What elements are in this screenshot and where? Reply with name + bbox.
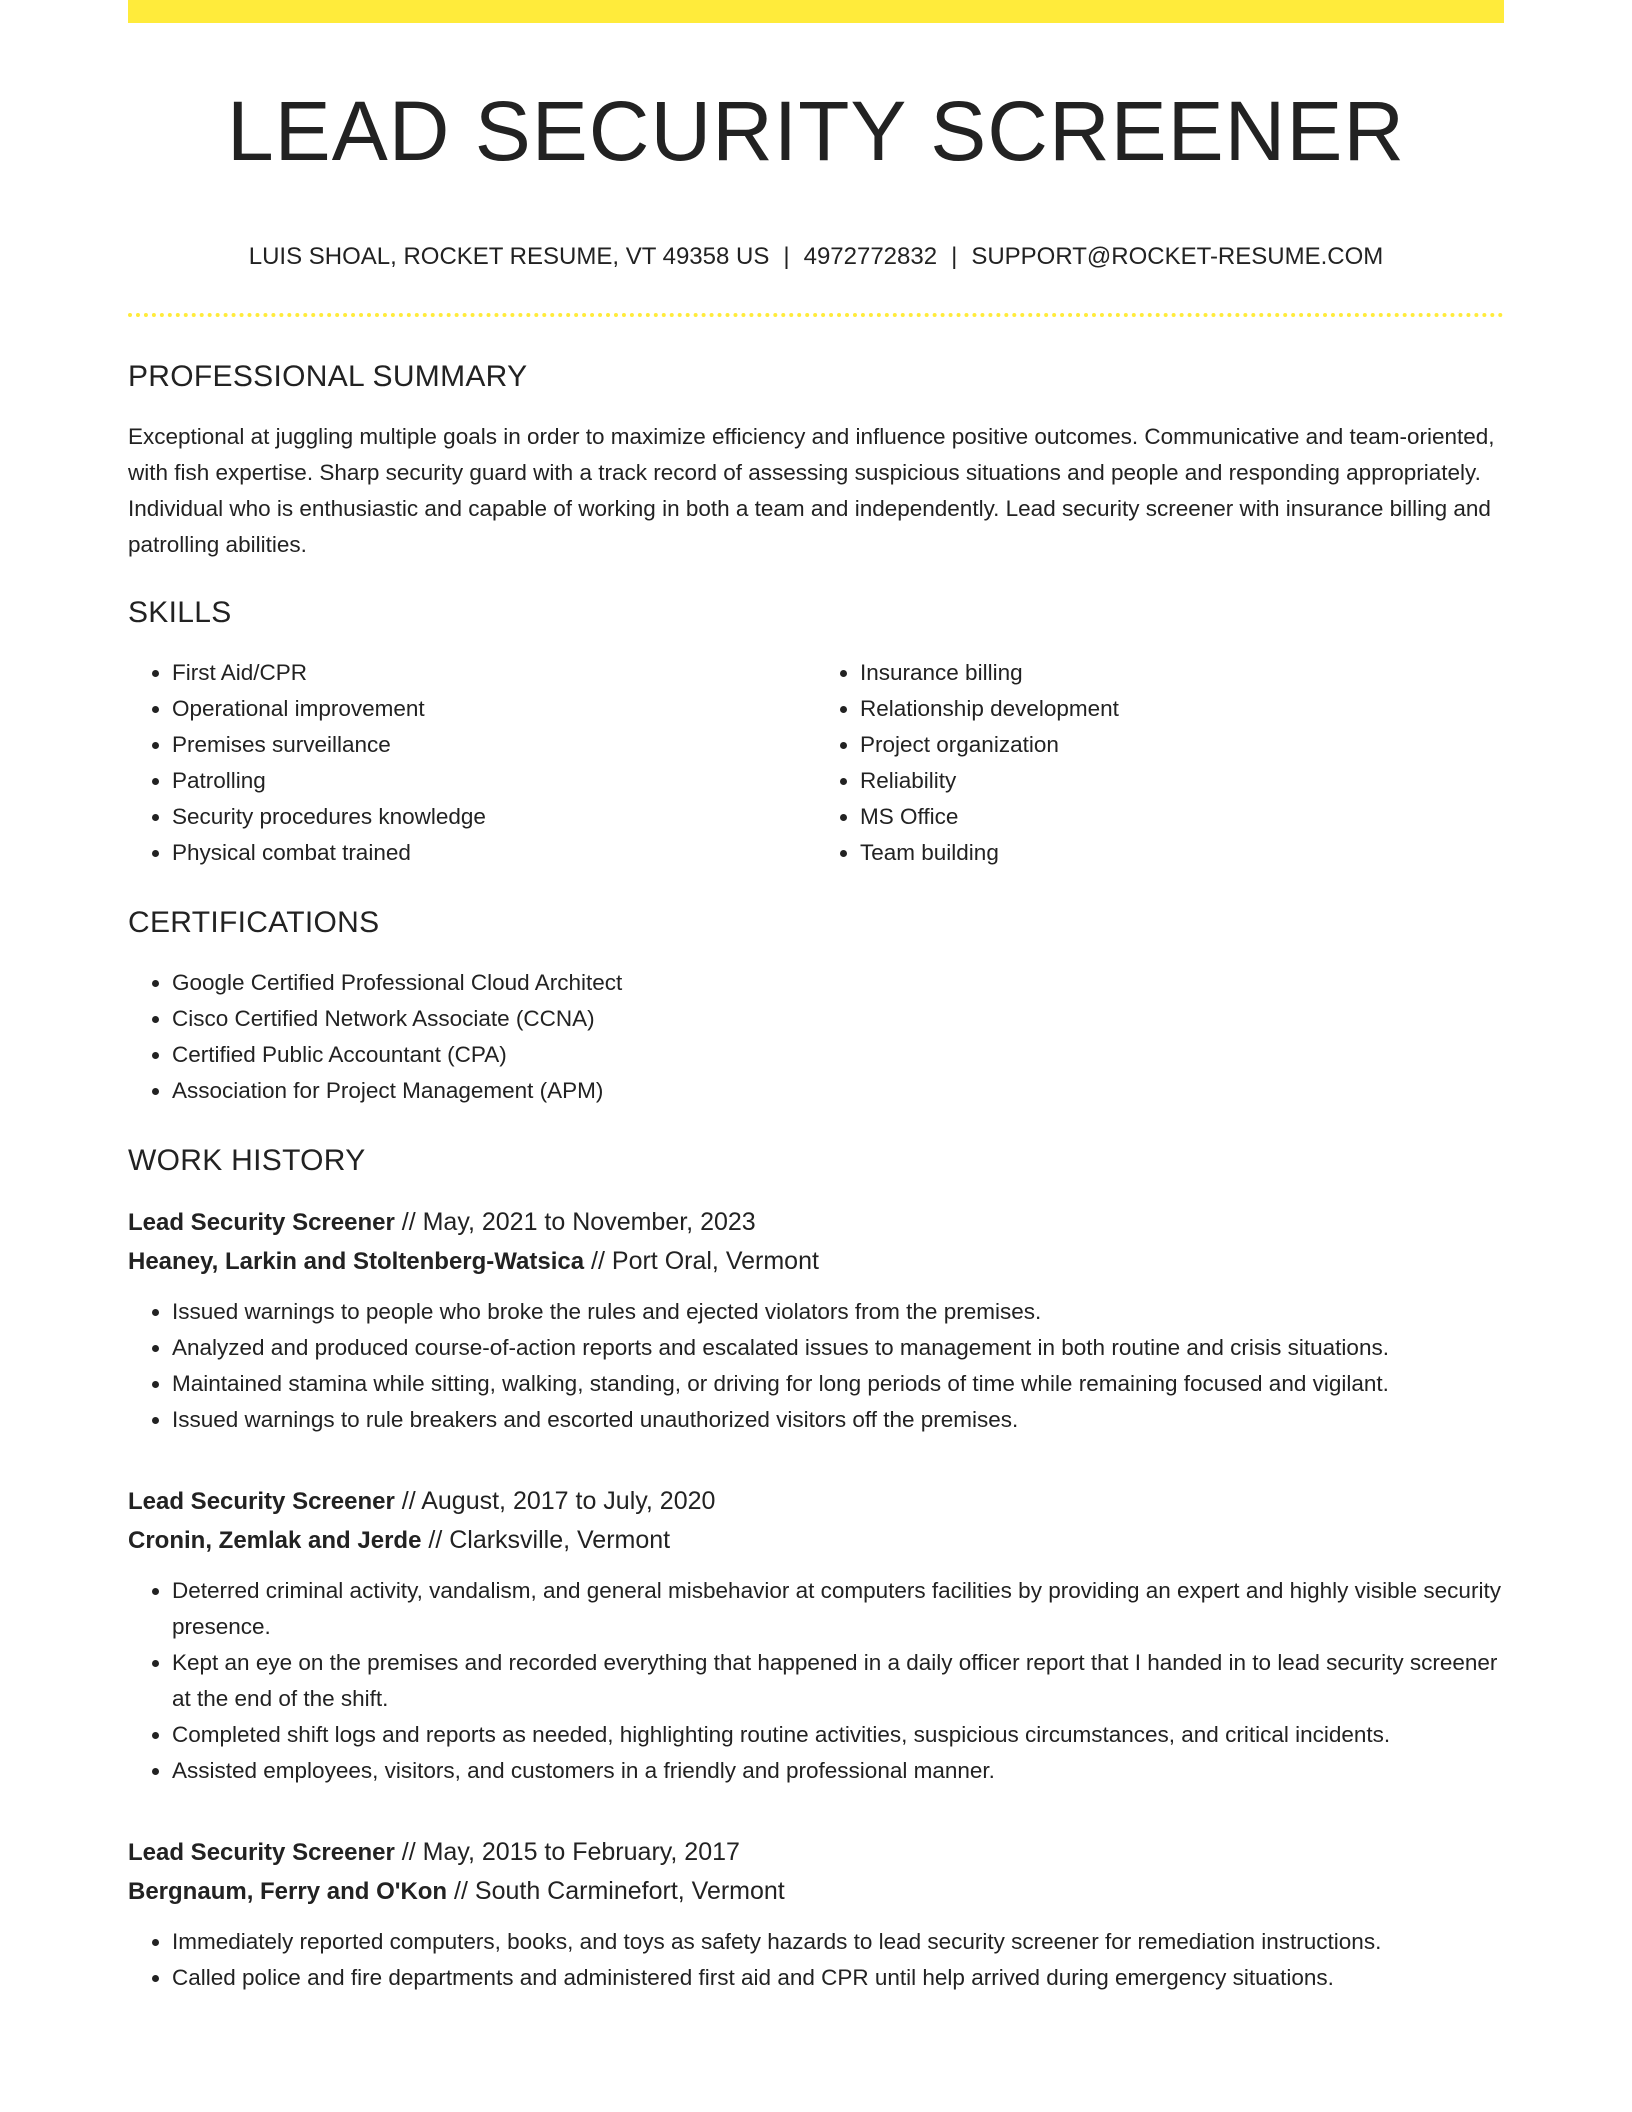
skills-list-right xyxy=(816,655,1504,871)
contact-separator: | xyxy=(783,243,790,271)
certification-item: • Cisco Certified Network Associate (CCNA) xyxy=(172,1001,1504,1037)
job-bullet: • Immediately reported computers, books, and toys as safety hazards to lead security screener for remediation instructions. xyxy=(172,1924,1504,1960)
job-separator: // xyxy=(421,1526,450,1555)
skills-heading: SKILLS xyxy=(128,596,232,630)
job-location: Port Oral, Vermont xyxy=(611,1247,819,1276)
job-separator: // xyxy=(584,1247,612,1276)
job-dates: May, 2015 to February, 2017 xyxy=(422,1838,740,1867)
job-dates: May, 2021 to November, 2023 xyxy=(422,1208,756,1237)
summary-heading: PROFESSIONAL SUMMARY xyxy=(128,360,528,394)
resume-name: LEAD SECURITY SCREENER xyxy=(226,84,1406,178)
job-role: Lead Security Screener xyxy=(128,1209,395,1237)
job-entry xyxy=(128,1482,1504,1789)
contact-phone: 4972772832 xyxy=(803,243,938,271)
job-company: Bergnaum, Ferry and O'Kon xyxy=(128,1878,448,1906)
job-entry xyxy=(128,1203,1504,1438)
skill-item: • Physical combat trained xyxy=(172,835,816,871)
job-role-line xyxy=(128,1833,1504,1872)
resume-page xyxy=(128,0,1504,1996)
skill-item: • Insurance billing xyxy=(860,655,1504,691)
job-company-line xyxy=(128,1521,1504,1560)
skill-item: • MS Office xyxy=(860,799,1504,835)
job-bullets xyxy=(128,1294,1504,1438)
skills-columns xyxy=(128,655,1504,871)
job-bullet: • Issued warnings to people who broke the rules and ejected violators from the premises. xyxy=(172,1294,1504,1330)
accent-top-bar xyxy=(128,0,1504,23)
certification-item: • Association for Project Management (APM) xyxy=(172,1073,1504,1109)
skill-item: • Project organization xyxy=(860,727,1504,763)
job-bullet: • Issued warnings to rule breakers and escorted unauthorized visitors off the premises. xyxy=(172,1402,1504,1438)
job-bullet: • Kept an eye on the premises and recorded everything that happened in a daily officer report that I handed in to lead security screener at the end of the shift. xyxy=(172,1645,1504,1717)
work-history-heading: WORK HISTORY xyxy=(128,1144,366,1178)
dotted-divider xyxy=(128,313,1504,317)
job-role-line xyxy=(128,1482,1504,1521)
job-role: Lead Security Screener xyxy=(128,1839,395,1867)
job-bullet: • Deterred criminal activity, vandalism, and general misbehavior at computers facilities by providing an expert and highly visible security presence. xyxy=(172,1573,1504,1645)
job-role: Lead Security Screener xyxy=(128,1488,395,1516)
skill-item: • Patrolling xyxy=(172,763,816,799)
certifications-heading: CERTIFICATIONS xyxy=(128,906,380,940)
job-bullet: • Called police and fire departments and administered first aid and CPR until help arrived during emergency situations. xyxy=(172,1960,1504,1996)
job-separator: // xyxy=(394,1487,422,1516)
job-bullet: • Completed shift logs and reports as needed, highlighting routine activities, suspicious circumstances, and critical incidents. xyxy=(172,1717,1504,1753)
job-bullet: • Assisted employees, visitors, and customers in a friendly and professional manner. xyxy=(172,1753,1504,1789)
job-separator: // xyxy=(394,1208,423,1237)
skill-item: • First Aid/CPR xyxy=(172,655,816,691)
job-location: Clarksville, Vermont xyxy=(449,1526,671,1555)
skill-item: • Operational improvement xyxy=(172,691,816,727)
certification-item: • Google Certified Professional Cloud Architect xyxy=(172,965,1504,1001)
contact-line xyxy=(128,241,1504,273)
summary-text: Exceptional at juggling multiple goals in order to maximize efficiency and influence positive outcomes. Communicative and team-oriented, with fish expertise. Sharp security guard with a track record of assessing suspicious situations and people and responding appropriately. Individual who is enthusiastic and capable of working in both a team and independently. Lead security screener with insurance billing and patrolling abilities. xyxy=(128,424,1495,558)
skills-list-left xyxy=(128,655,816,871)
job-company: Cronin, Zemlak and Jerde xyxy=(128,1527,422,1555)
job-bullet: • Maintained stamina while sitting, walking, standing, or driving for long periods of time while remaining focused and vigilant. xyxy=(172,1366,1504,1402)
job-dates: August, 2017 to July, 2020 xyxy=(421,1487,716,1516)
job-entry xyxy=(128,1833,1504,1996)
job-bullet: • Analyzed and produced course-of-action reports and escalated issues to management in both routine and crisis situations. xyxy=(172,1330,1504,1366)
contact-address: LUIS SHOAL, ROCKET RESUME, VT 49358 US xyxy=(248,243,770,271)
certification-item: • Certified Public Accountant (CPA) xyxy=(172,1037,1504,1073)
skill-item: • Team building xyxy=(860,835,1504,871)
certifications-list xyxy=(128,965,1504,1109)
contact-email: SUPPORT@ROCKET-RESUME.COM xyxy=(971,243,1384,271)
skill-item: • Premises surveillance xyxy=(172,727,816,763)
job-company: Heaney, Larkin and Stoltenberg-Watsica xyxy=(128,1248,585,1276)
contact-separator: | xyxy=(951,243,958,271)
job-separator: // xyxy=(394,1838,423,1867)
job-company-line xyxy=(128,1242,1504,1281)
job-company-line xyxy=(128,1872,1504,1911)
skill-item: • Reliability xyxy=(860,763,1504,799)
skill-item: • Security procedures knowledge xyxy=(172,799,816,835)
job-separator: // xyxy=(447,1877,475,1906)
job-bullets xyxy=(128,1924,1504,1996)
job-location: South Carminefort, Vermont xyxy=(474,1877,785,1906)
job-bullets xyxy=(128,1573,1504,1789)
skill-item: • Relationship development xyxy=(860,691,1504,727)
job-role-line xyxy=(128,1203,1504,1242)
